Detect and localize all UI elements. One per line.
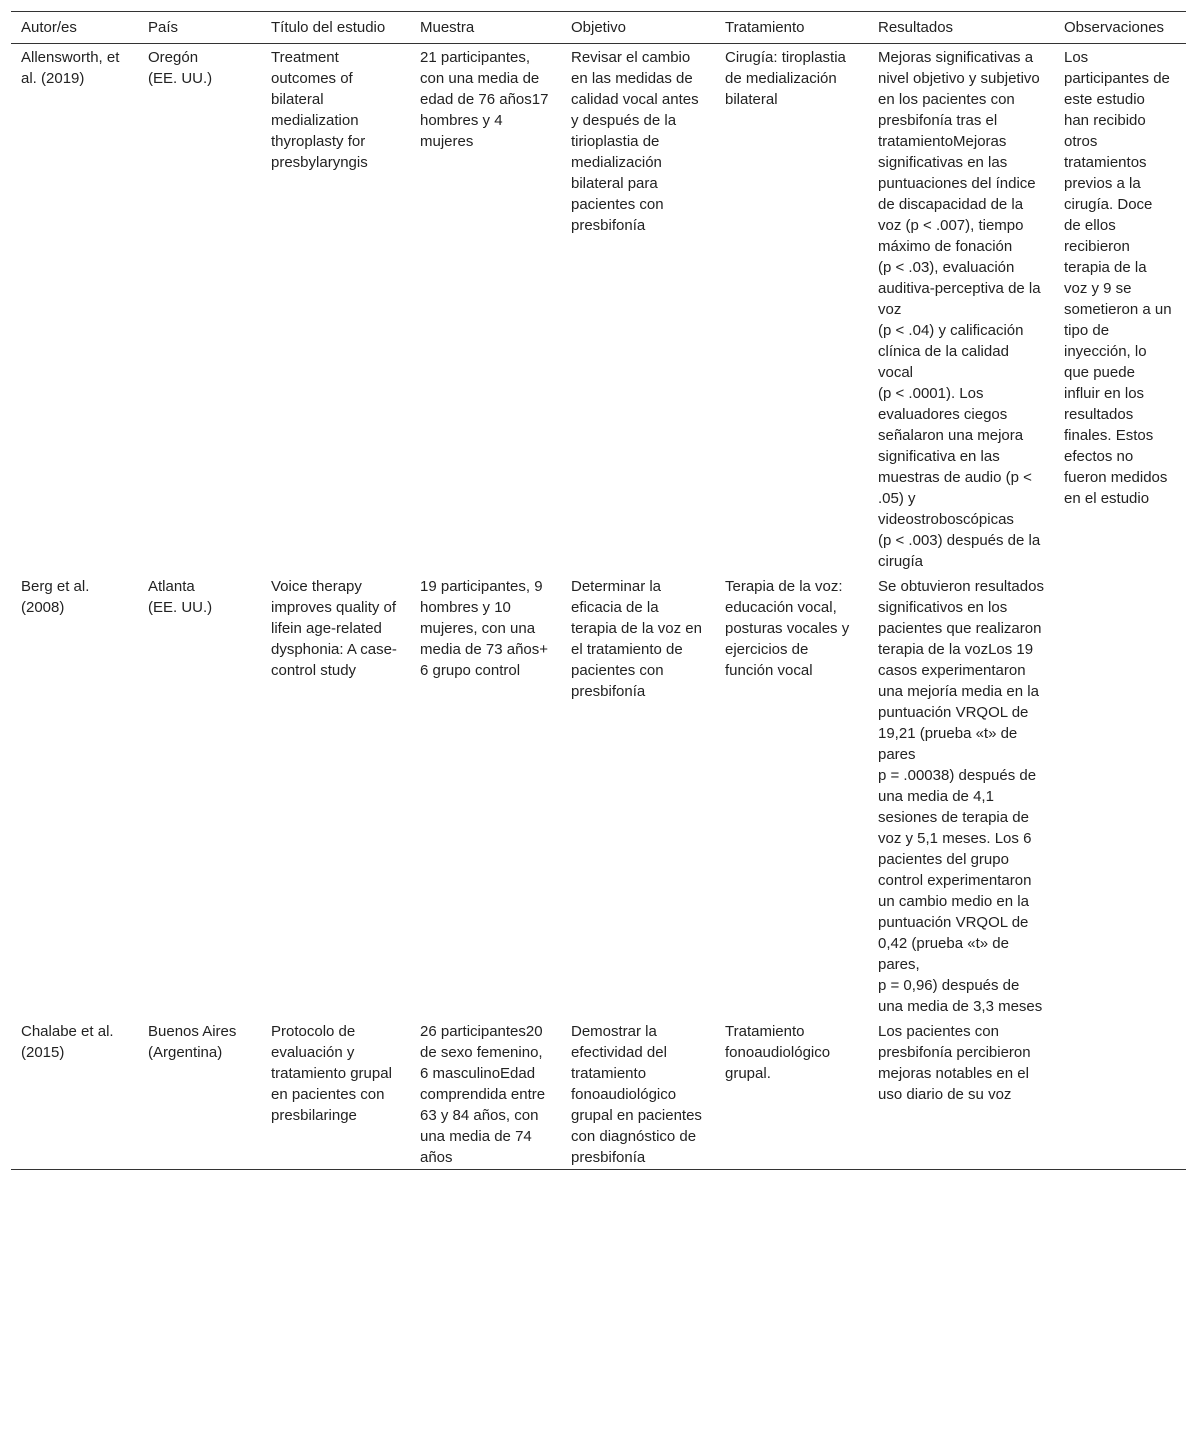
cell-objetivo: Demostrar la efectividad del tratamiento fonoaudiológico grupal en pacientes con diagnóstico de presbifonía [571, 1023, 702, 1166]
cell-pais: Atlanta (EE. UU.) [148, 578, 213, 616]
cell-tratamiento: Cirugía: tiroplastia de medialización bilateral [725, 49, 846, 108]
cell-autores: Berg et al. (2008) [21, 578, 90, 616]
cell-objetivo: Revisar el cambio en las medidas de calidad vocal antes y después de la tirioplastia de medialización bilateral para pacientes con presbifonía [571, 49, 699, 234]
header-titulo: Título del estudio [271, 19, 386, 36]
header-resultados: Resultados [878, 19, 954, 36]
cell-titulo: Voice therapy improves quality of lifein age-related dysphonia: A case-control study [271, 578, 397, 679]
cell-pais: Oregón (EE. UU.) [148, 49, 213, 87]
cell-observaciones [1054, 573, 1186, 1018]
cell-muestra: 21 participantes, con una media de edad de 76 años17 hombres y 4 mujeres [420, 49, 549, 150]
cell-tratamiento: Terapia de la voz: educación vocal, posturas vocales y ejercicios de función vocal [725, 578, 850, 679]
header-objetivo: Objetivo [571, 19, 627, 36]
cell-observaciones [1054, 1018, 1186, 1170]
cell-titulo: Treatment outcomes of bilateral medialization thyroplasty for presbylaryngis [271, 49, 368, 171]
table-row [11, 573, 1186, 1018]
table-row [11, 1018, 1186, 1170]
header-tratamiento: Tratamiento [725, 19, 805, 36]
header-autores: Autor/es [21, 19, 77, 36]
header-observaciones: Observaciones [1064, 19, 1165, 36]
cell-muestra: 19 participantes, 9 hombres y 10 mujeres, con una media de 73 años+ 6 grupo control [420, 578, 549, 679]
table-row [11, 44, 1186, 574]
cell-autores: Chalabe et al. (2015) [21, 1023, 114, 1061]
studies-table [11, 11, 1186, 1170]
cell-resultados: Mejoras significativas a nivel objetivo y subjetivo en los pacientes con presbifonía tras el tratamientoMejoras significativas en las puntuaciones del índice de discapacidad de la voz (p < .007), tiempo máximo de fonación (p < .03), evaluación auditiva-perceptiva de la voz (p < .04) y calificación clínica de la calidad vocal (p < .0001). Los evaluadores ciegos señalaron una mejora significativa en las muestras de audio (p < .05) y videostroboscópicas (p < .003) después de la cirugía [878, 49, 1041, 570]
cell-tratamiento: Tratamiento fonoaudiológico grupal. [725, 1023, 831, 1082]
cell-resultados: Se obtuvieron resultados significativos en los pacientes que realizaron terapia de la vozLos 19 casos experimentaron una mejoría media en la puntuación VRQOL de 19,21 (prueba «t» de pares p = .00038) después de una media de 4,1 sesiones de terapia de voz y 5,1 meses. Los 6 pacientes del grupo control experimentaron un cambio medio en la puntuación VRQOL de 0,42 (prueba «t» de pares, p = 0,96) después de una media de 3,3 meses [878, 578, 1044, 1015]
cell-pais: Buenos Aires (Argentina) [148, 1023, 237, 1061]
cell-autores: Allensworth, et al. (2019) [21, 49, 120, 87]
header-row [11, 12, 1186, 44]
cell-muestra: 26 participantes20 de sexo femenino, 6 masculinoEdad comprendida entre 63 y 84 años, con una media de 74 años [420, 1023, 546, 1166]
cell-observaciones: Los participantes de este estudio han recibido otros tratamientos previos a la cirugía. Doce de ellos recibieron terapia de la voz y 9 se sometieron a un tipo de inyección, lo que puede influir en los resultados finales. Estos efectos no fueron medidos en el estudio [1064, 49, 1172, 507]
cell-objetivo: Determinar la eficacia de la terapia de la voz en el tratamiento de pacientes con presbifonía [571, 578, 702, 700]
header-muestra: Muestra [420, 19, 475, 36]
cell-titulo: Protocolo de evaluación y tratamiento grupal en pacientes con presbilaringe [271, 1023, 392, 1124]
header-pais: País [148, 19, 179, 36]
cell-resultados: Los pacientes con presbifonía percibieron mejoras notables en el uso diario de su voz [878, 1023, 1031, 1103]
